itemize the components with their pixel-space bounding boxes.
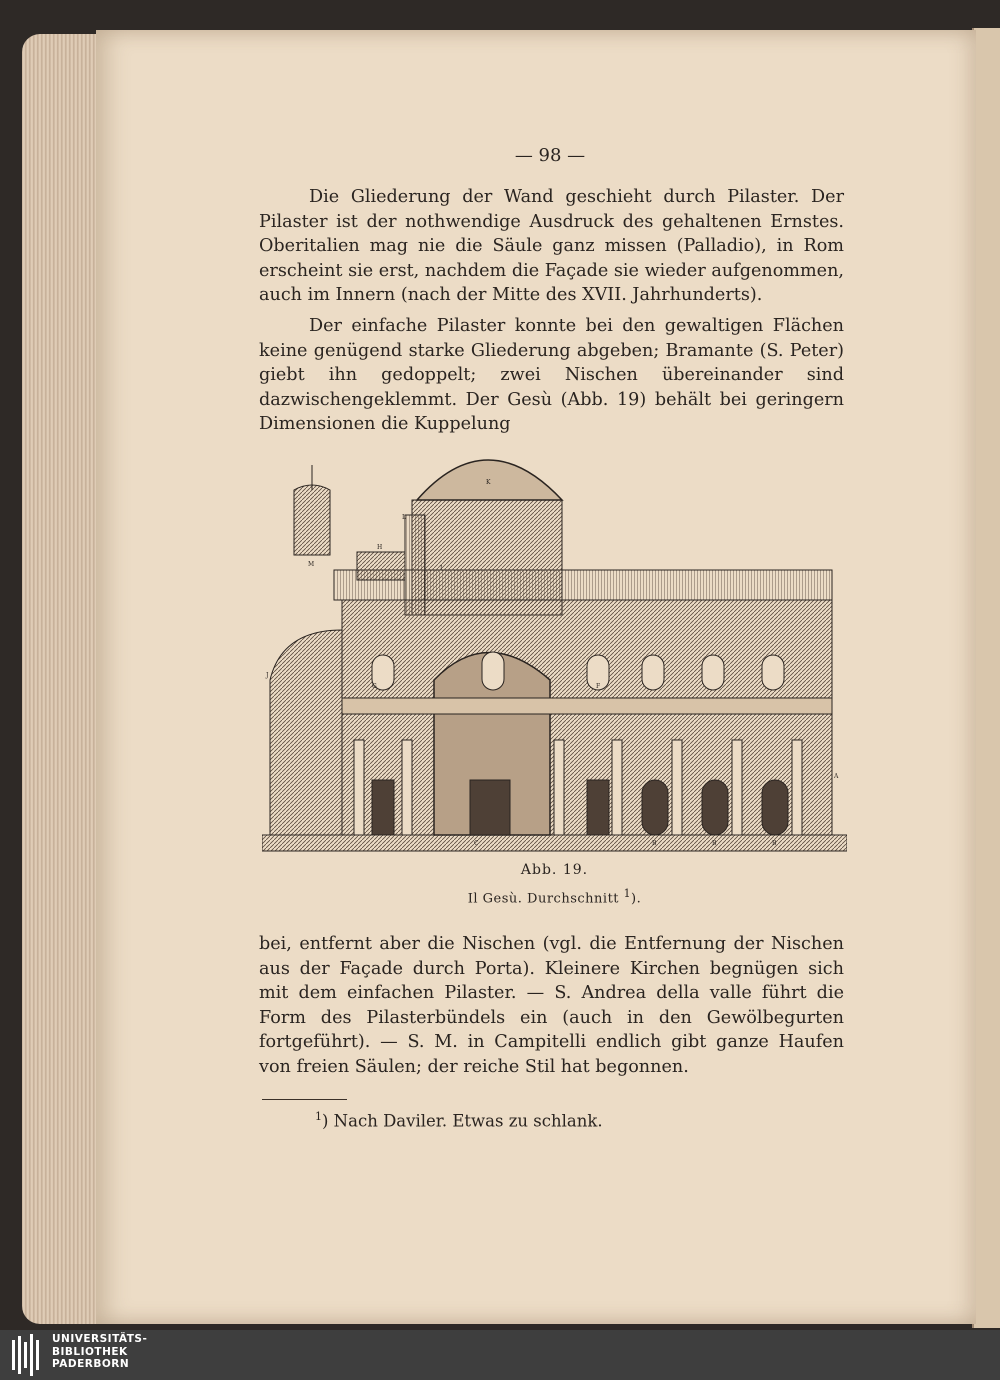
figure-caption-text: Il Gesù. Durchschnitt bbox=[467, 891, 620, 907]
figure-caption bbox=[262, 887, 847, 906]
paragraph-2: Der einfache Pilaster konnte bei den gewaltigen Flächen keine genügend starke Gliederung abgeben; Bramante (S. Peter) giebt ihn gedoppelt; zwei Nischen übereinander sind dazwischengeklemmt. Der Gesù (Abb. 19) behält bei geringern Dimensionen die Kuppelung bbox=[259, 316, 844, 435]
page-number: — 98 — bbox=[514, 145, 586, 166]
ground-line bbox=[262, 835, 847, 851]
paragraph-1: Die Gliederung der Wand geschieht durch Pilaster. Der Pilaster ist der nothwendige Ausdruck des gehaltenen Ernstes. Oberitalien mag nie die Säule ganz missen (Palladio), in Rom erscheint sie erst, nachdem die Façade sie wieder aufgenommen, auch im Innern (nach der Mitte des XVII. Jahrhunderts). bbox=[259, 187, 844, 306]
figure-label-j: J bbox=[266, 672, 269, 679]
library-footer-bar bbox=[0, 1330, 1000, 1380]
figure-caption-number: Abb. 19. bbox=[520, 862, 589, 878]
church-section-engraving bbox=[262, 440, 847, 855]
figure-label-i: I bbox=[440, 565, 443, 572]
footnote-text: ) Nach Daviler. Etwas zu schlank. bbox=[322, 1111, 603, 1131]
figure-label-b3: B bbox=[772, 840, 777, 847]
figure-label-m: M bbox=[308, 561, 315, 568]
figure-label-f: F bbox=[596, 683, 601, 690]
paragraph-3-block bbox=[259, 932, 844, 1080]
figure-label-a: A bbox=[834, 773, 839, 780]
library-logo-text bbox=[52, 1333, 147, 1371]
figure-label-h: H bbox=[377, 544, 383, 551]
footnote-rule bbox=[262, 1099, 347, 1100]
library-logo-line-1: UNIVERSITÄTS- bbox=[52, 1333, 148, 1345]
library-logo-icon bbox=[12, 1334, 44, 1376]
figure-label-c: C bbox=[474, 840, 479, 847]
figure-caption-tail: ). bbox=[631, 891, 642, 907]
entablature bbox=[342, 698, 832, 714]
figure-label-k: K bbox=[486, 479, 491, 486]
drum bbox=[412, 500, 562, 615]
library-logo-line-2: BIBLIOTHEK bbox=[52, 1345, 128, 1358]
paragraph-2-block bbox=[259, 314, 844, 437]
figure-label-g: G bbox=[372, 683, 377, 690]
footnote-mark: 1 bbox=[315, 1110, 322, 1123]
page-stack-edges bbox=[22, 34, 102, 1324]
figure-caption-mark: 1 bbox=[623, 887, 632, 900]
figure-label-b2: B bbox=[712, 840, 717, 847]
next-page-edge bbox=[972, 28, 1000, 1328]
small-tower bbox=[357, 552, 405, 580]
figure-label-b1: B bbox=[652, 840, 657, 847]
lantern-detail bbox=[294, 485, 330, 555]
crossing-window bbox=[482, 652, 504, 690]
footnote bbox=[315, 1110, 603, 1131]
library-logo-line-3: PADERBORN bbox=[52, 1358, 130, 1370]
figure-label-l: L bbox=[402, 514, 406, 521]
paragraph-1-block bbox=[259, 185, 844, 308]
apse bbox=[270, 630, 342, 835]
paragraph-3: bei, entfernt aber die Nischen (vgl. die Entfernung der Nischen aus der Façade durch Porta). Kleinere Kirchen begnügen sich mit dem einfachen Pilaster. — S. Andrea della valle führt die Form des Pilasterbündels ein (auch in den Gewölbegurten fortgeführt). — S. M. in Campitelli endlich gibt ganze Haufen von freien Säulen; der reiche Stil hat begonnen. bbox=[259, 934, 844, 1077]
